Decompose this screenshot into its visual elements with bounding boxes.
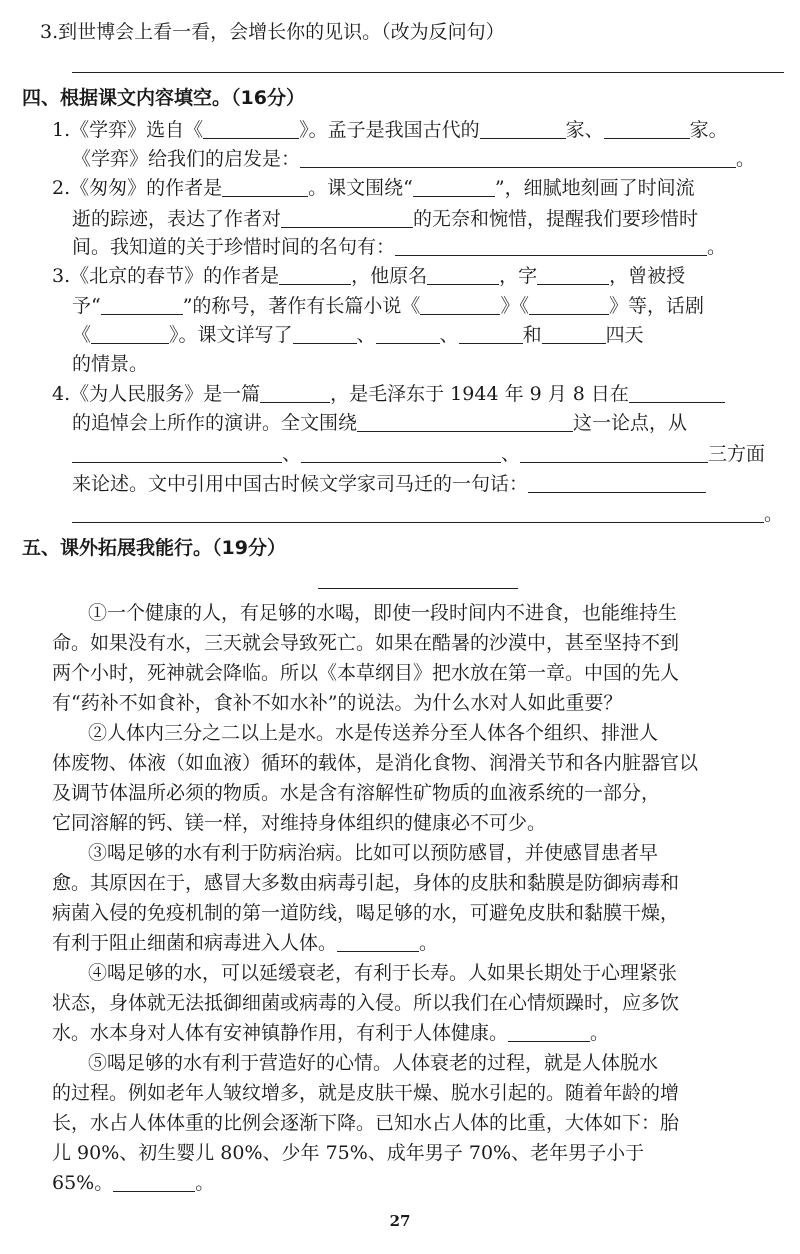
fill-question-2-line-3: 间。我知道的关于珍惜时间的名句有： 。 [72,229,726,265]
fill-question-2-line-2: 逝的踪迹，表达了作者对 的无奈和惋惜，提醒我们要珍惜时 [72,201,698,237]
blank[interactable] [337,929,419,952]
blank[interactable] [427,262,499,285]
passage-line: ①一个健康的人，有足够的水喝，即使一段时间内不进食，也能维持生 [88,602,678,624]
blank[interactable] [629,380,725,403]
blank[interactable] [508,1019,590,1042]
passage-line: ⑤喝足够的水有利于营造好的心情。人体衰老的过程，就是人体脱水 [88,1052,659,1074]
passage-line: 体废物、体液（如血液）循环的载体，是消化食物、润滑关节和各内脏器官以 [52,752,699,774]
blank[interactable] [72,500,764,523]
fill-question-4-line-2: 的追悼会上所作的演讲。全文围绕 这一论点，从 [72,405,687,441]
blank[interactable] [376,321,440,344]
passage-line: 水。水本身对人体有安神镇静作用，有利于人体健康。 。 [52,1015,609,1051]
fill-question-4-line-3: 、 、 三方面 [72,436,765,472]
blank[interactable] [528,470,706,493]
passage-line: 儿 90%、初生婴儿 80%、少年 75%、成年男子 70%、老年男子小于 [52,1142,645,1164]
section-4-heading: 四、根据课文内容填空。（16分） [22,87,305,109]
blank[interactable] [301,440,501,463]
blank[interactable] [542,321,606,344]
passage-line: 病菌入侵的免疫机制的第一道防线，喝足够的水，可避免皮肤和黏膜干燥， [52,902,680,924]
blank[interactable] [480,116,566,139]
passage-line: 愈。其原因在于，感冒大多数由病毒引起，身体的皮肤和黏膜是防御病毒和 [52,872,680,894]
blank[interactable] [101,292,183,315]
blank[interactable] [395,233,707,256]
passage-line: 及调节体温所必须的物质。水是含有溶解性矿物质的血液系统的一部分， [52,782,661,804]
fill-question-2-line-1: 2.《匆匆》的作者是 。课文围绕“ ”，细腻地刻画了时间流 [52,170,695,206]
passage-line: 状态，身体就无法抵御细菌或病毒的入侵。所以我们在心情烦躁时，应多饮 [52,992,680,1014]
fill-question-3-line-1: 3.《北京的春节》的作者是 ，他原名 ，字 ，曾被授 [52,258,685,294]
blank[interactable] [91,321,169,344]
fill-question-1-line-1: 1.《学弈》选自《 》。孟子是我国古代的 家、 家。 [52,112,728,148]
passage-line: 有利于阻止细菌和病毒进入人体。 。 [52,925,438,961]
blank[interactable] [72,440,282,463]
rewrite-question-3: 3.到世博会上看一看，会增长你的见识。（改为反问句） [40,21,505,43]
passage-line: 它同溶解的钙、镁一样，对维持身体组织的健康必不可少。 [52,812,547,834]
blank[interactable] [520,440,708,463]
blank[interactable] [260,380,330,403]
blank[interactable] [222,174,308,197]
fill-question-3-line-4: 的情景。 [72,353,149,375]
blank[interactable] [293,321,357,344]
passage-line: ③喝足够的水有利于防病治病。比如可以预防感冒，并使感冒患者早 [88,842,659,864]
passage-line: ②人体内三分之二以上是水。水是传送养分至人体各个组织、排泄人 [88,722,659,744]
page-number: 27 [389,1212,411,1230]
passage-line: 65%。 。 [52,1165,214,1201]
fill-question-4-line-4: 来论述。文中引用中国古时候文学家司马迁的一句话： [72,466,706,502]
blank[interactable] [281,205,413,228]
passage-line: 的过程。例如老年人皱纹增多，就是皮肤干燥、脱水引起的。随着年龄的增 [52,1082,680,1104]
blank[interactable] [300,145,736,168]
fill-question-4-line-1: 4.《为人民服务》是一篇 ，是毛泽东于 1944 年 9 月 8 日在 [52,376,725,412]
fill-question-3-line-3: 《 》。课文详写了 、 、 和 四天 [72,317,644,353]
title-blank[interactable] [318,588,518,589]
blank[interactable] [459,321,523,344]
blank[interactable] [604,116,690,139]
answer-line[interactable] [72,72,784,73]
fill-question-1-line-2: 《学弈》给我们的启发是： 。 [72,141,755,177]
blank[interactable] [203,116,299,139]
section-5-heading: 五、课外拓展我能行。（19分） [22,537,286,559]
blank[interactable] [413,174,495,197]
passage-line: 两个小时，死神就会降临。所以《本草纲目》把水放在第一章。中国的先人 [52,662,680,684]
blank[interactable] [113,1169,195,1192]
fill-question-3-line-2: 予“ ”的称号，著作有长篇小说《 》《 》等，话剧 [72,288,704,324]
blank[interactable] [529,292,609,315]
passage-line: ④喝足够的水，可以延缓衰老，有利于长寿。人如果长期处于心理紧张 [88,962,678,984]
passage-line: 长，水占人体体重的比例会逐渐下降。已知水占人体的比重，大体如下：胎 [52,1112,680,1134]
blank[interactable] [420,292,500,315]
blank[interactable] [537,262,609,285]
blank[interactable] [357,409,573,432]
passage-line: 有“药补不如食补，食补不如水补”的说法。为什么水对人如此重要？ [52,692,623,714]
fill-question-4-line-5: 。 [72,496,783,532]
passage-line: 命。如果没有水，三天就会导致死亡。如果在酷暑的沙漠中，甚至坚持不到 [52,632,680,654]
blank[interactable] [279,262,351,285]
